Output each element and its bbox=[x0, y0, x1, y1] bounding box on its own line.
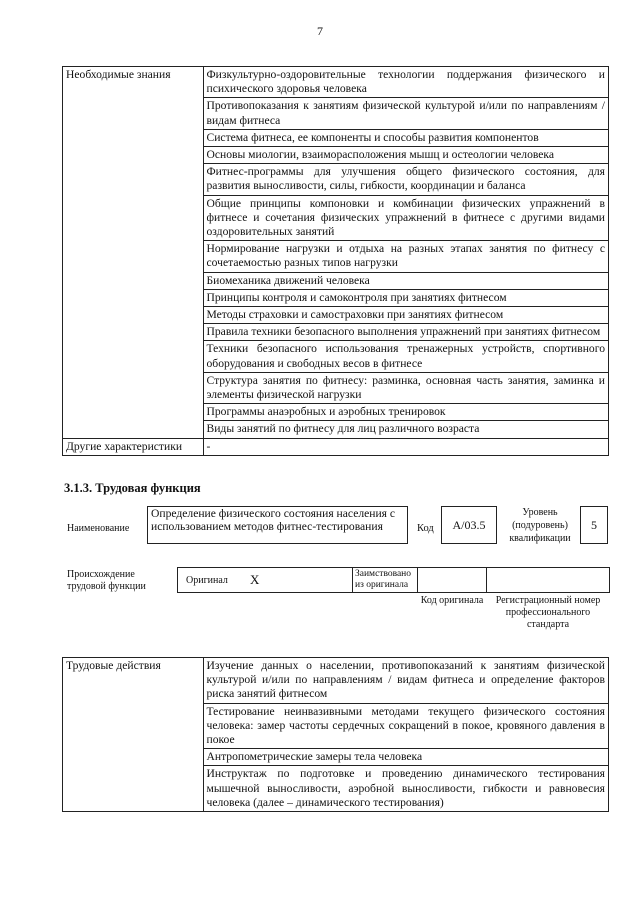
knowledge-item: Основы миологии, взаиморасположения мышц и остеологии человека bbox=[203, 147, 609, 164]
knowledge-item: Физкультурно-оздоровительные технологии поддержания физического и психического здоровья человека bbox=[203, 67, 609, 98]
other-characteristics-row bbox=[63, 438, 609, 455]
required-knowledge-table bbox=[62, 66, 609, 456]
qualification-level-label: Уровень (подуровень) квалификации bbox=[509, 507, 571, 544]
action-row bbox=[63, 658, 609, 704]
origin-label: Происхождение трудовой функции bbox=[67, 569, 146, 592]
function-origin-block bbox=[62, 567, 622, 647]
knowledge-item: Система фитнеса, ее компоненты и способы развития компонентов bbox=[203, 129, 609, 146]
original-code-box bbox=[417, 567, 487, 593]
function-name-box: Определение физического состояния населения с использованием методов фитнес-тестирования bbox=[147, 506, 408, 544]
qualification-level-box: 5 bbox=[580, 506, 608, 544]
knowledge-item: Правила техники безопасного выполнения упражнений при занятиях фитнесом bbox=[203, 324, 609, 341]
knowledge-label: Необходимые знания bbox=[63, 67, 204, 439]
knowledge-item: Противопоказания к занятиям физической культурой и/или по направлениям / видам фитнеса bbox=[203, 98, 609, 129]
action-item: Тестирование неинвазивными методами текущего физического состояния человека: замер частоты сердечных сокращений в покое, кровяного давления в покое bbox=[203, 703, 609, 749]
registration-number-caption: Регистрационный номер профессионального стандарта bbox=[495, 595, 601, 630]
borrowed-box: Заимствовано из оригинала bbox=[352, 567, 418, 593]
knowledge-item: Виды занятий по фитнесу для лиц различного возраста bbox=[203, 421, 609, 438]
knowledge-item: Структура занятия по фитнесу: разминка, основная часть занятия, заминка и элементы физической нагрузки bbox=[203, 372, 609, 403]
knowledge-item: Общие принципы компоновки и комбинации физических упражнений в фитнесе и сочетания физических упражнений в фитнесе с другими видами оздоровительных занятий bbox=[203, 195, 609, 241]
knowledge-item: Фитнес-программы для улучшения общего физического состояния, для развития выносливости, силы, гибкости, координации и баланса bbox=[203, 164, 609, 195]
registration-number-box bbox=[486, 567, 610, 593]
function-code-label: Код bbox=[417, 523, 434, 534]
function-code-box: A/03.5 bbox=[441, 506, 497, 544]
knowledge-row bbox=[63, 67, 609, 98]
knowledge-item: Принципы контроля и самоконтроля при занятиях фитнесом bbox=[203, 289, 609, 306]
labor-actions-table bbox=[62, 657, 609, 812]
original-mark: X bbox=[250, 572, 260, 587]
original-box bbox=[177, 567, 353, 593]
knowledge-item: Программы анаэробных и аэробных тренировок bbox=[203, 404, 609, 421]
knowledge-item: Методы страховки и самостраховки при занятиях фитнесом bbox=[203, 307, 609, 324]
other-characteristics-value: - bbox=[203, 438, 609, 455]
function-name-label: Наименование bbox=[67, 523, 130, 534]
knowledge-item: Нормирование нагрузки и отдыха на разных этапах занятия по фитнесу с сочетаемостью разных типов нагрузки bbox=[203, 241, 609, 272]
original-code-caption: Код оригинала bbox=[420, 595, 484, 606]
page-number: 7 bbox=[317, 24, 323, 38]
knowledge-item: Биомеханика движений человека bbox=[203, 272, 609, 289]
section-title: 3.1.3. Трудовая функция bbox=[64, 481, 201, 495]
other-characteristics-label: Другие характеристики bbox=[63, 438, 204, 455]
action-item: Инструктаж по подготовке и проведению динамического тестирования мышечной выносливости, аэробной выносливости, гибкости и равновесия человека (далее – динамического тестирования) bbox=[203, 766, 609, 812]
knowledge-item: Техники безопасного использования тренажерных устройств, спортивного оборудования и свободных весов в фитнесе bbox=[203, 341, 609, 372]
action-item: Изучение данных о населении, противопоказаний к занятиям физической культурой и/или по направлениям / видам фитнеса и определение факторов риска занятий фитнесом bbox=[203, 658, 609, 704]
labor-function-header bbox=[62, 506, 618, 548]
action-label: Трудовые действия bbox=[63, 658, 204, 812]
original-label: Оригинал bbox=[186, 575, 228, 586]
action-item: Антропометрические замеры тела человека bbox=[203, 749, 609, 766]
